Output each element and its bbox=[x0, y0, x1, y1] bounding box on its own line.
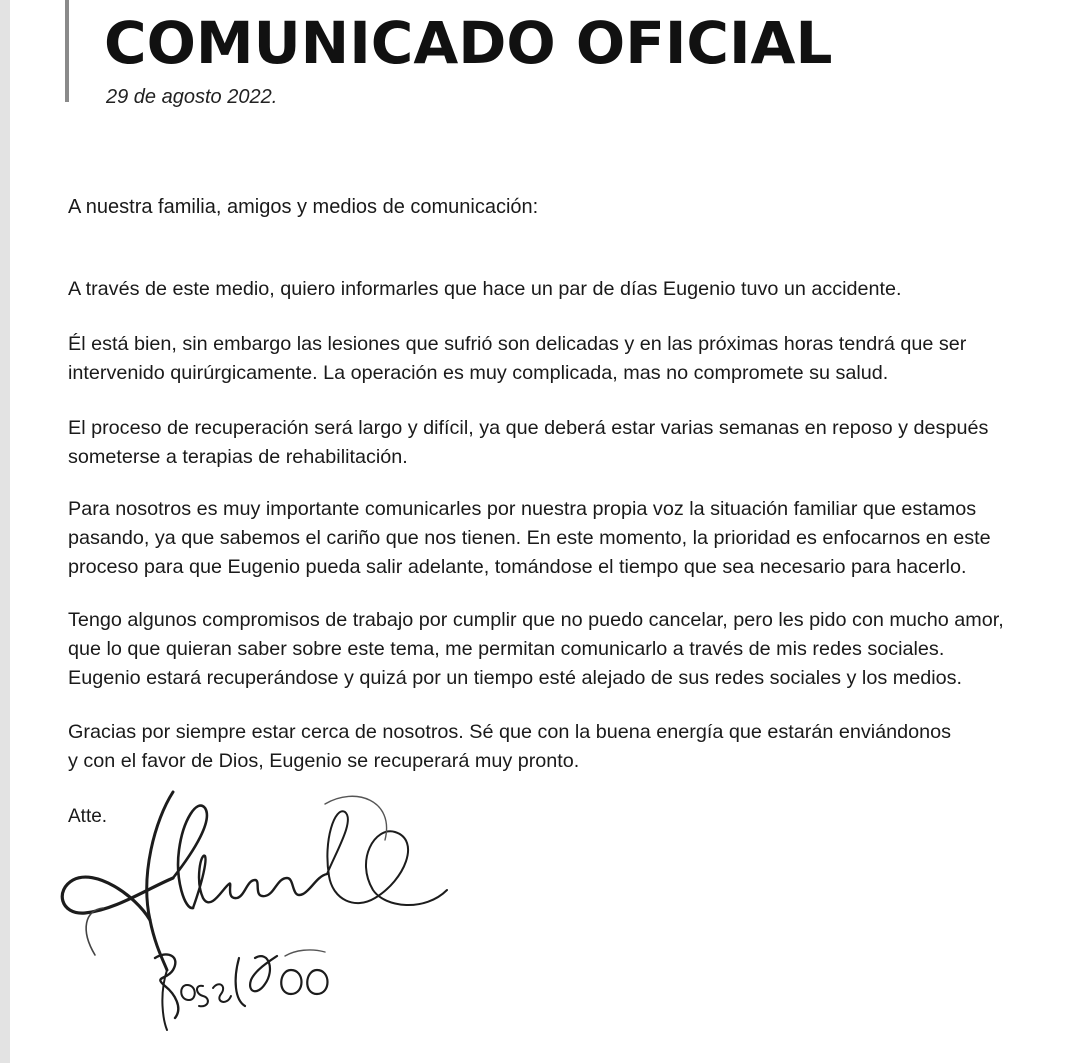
paragraph-line: Él está bien, sin embargo las lesiones que sufrió son delicadas y en las próximas horas tendrá que ser bbox=[68, 333, 967, 355]
paragraph-6 bbox=[68, 718, 1058, 776]
paragraph-line: Gracias por siempre estar cerca de nosotros. Sé que con la buena energía que estarán enviándonos bbox=[68, 721, 952, 743]
paragraph-line: que lo que quieran saber sobre este tema, me permitan comunicarlo a través de mis redes sociales. bbox=[68, 638, 945, 660]
paragraph-5 bbox=[68, 606, 1058, 693]
paragraph-line: Para nosotros es muy importante comunicarles por nuestra propia voz la situación familiar que estamos bbox=[68, 498, 977, 520]
date: 29 de agosto 2022. bbox=[106, 86, 278, 108]
paragraph-2 bbox=[68, 330, 1058, 388]
paragraph-1 bbox=[68, 275, 1058, 304]
paragraph-line: y con el favor de Dios, Eugenio se recuperará muy pronto. bbox=[68, 750, 580, 772]
paragraph-line: Tengo algunos compromisos de trabajo por cumplir que no puedo cancelar, pero les pido con mucho amor, bbox=[68, 609, 1004, 631]
header-rule bbox=[65, 0, 69, 102]
paragraph-3 bbox=[68, 414, 1058, 472]
paragraph-line: someterse a terapias de rehabilitación. bbox=[68, 446, 408, 468]
paragraph-line: A través de este medio, quiero informarles que hace un par de días Eugenio tuvo un accidente. bbox=[68, 278, 902, 300]
paragraph-line: proceso para que Eugenio pueda salir adelante, tomándose el tiempo que sea necesario para hacerlo. bbox=[68, 556, 967, 578]
paragraph-line: intervenido quirúrgicamente. La operación es muy complicada, mas no compromete su salud. bbox=[68, 362, 889, 384]
page-edge bbox=[0, 0, 10, 1063]
paragraph-line: El proceso de recuperación será largo y difícil, ya que deberá estar varias semanas en reposo y después bbox=[68, 417, 989, 439]
paragraph-4 bbox=[68, 495, 1058, 582]
greeting: A nuestra familia, amigos y medios de comunicación: bbox=[68, 196, 539, 218]
paragraph-line: pasando, ya que sabemos el cariño que nos tienen. En este momento, la prioridad es enfocarnos en este bbox=[68, 527, 991, 549]
signature-image bbox=[55, 780, 475, 1050]
page-title: COMUNICADO OFICIAL bbox=[104, 9, 833, 77]
closing: Atte. bbox=[68, 806, 108, 827]
paragraph-line: Eugenio estará recuperándose y quizá por un tiempo esté alejado de sus redes sociales y los medios. bbox=[68, 667, 962, 689]
